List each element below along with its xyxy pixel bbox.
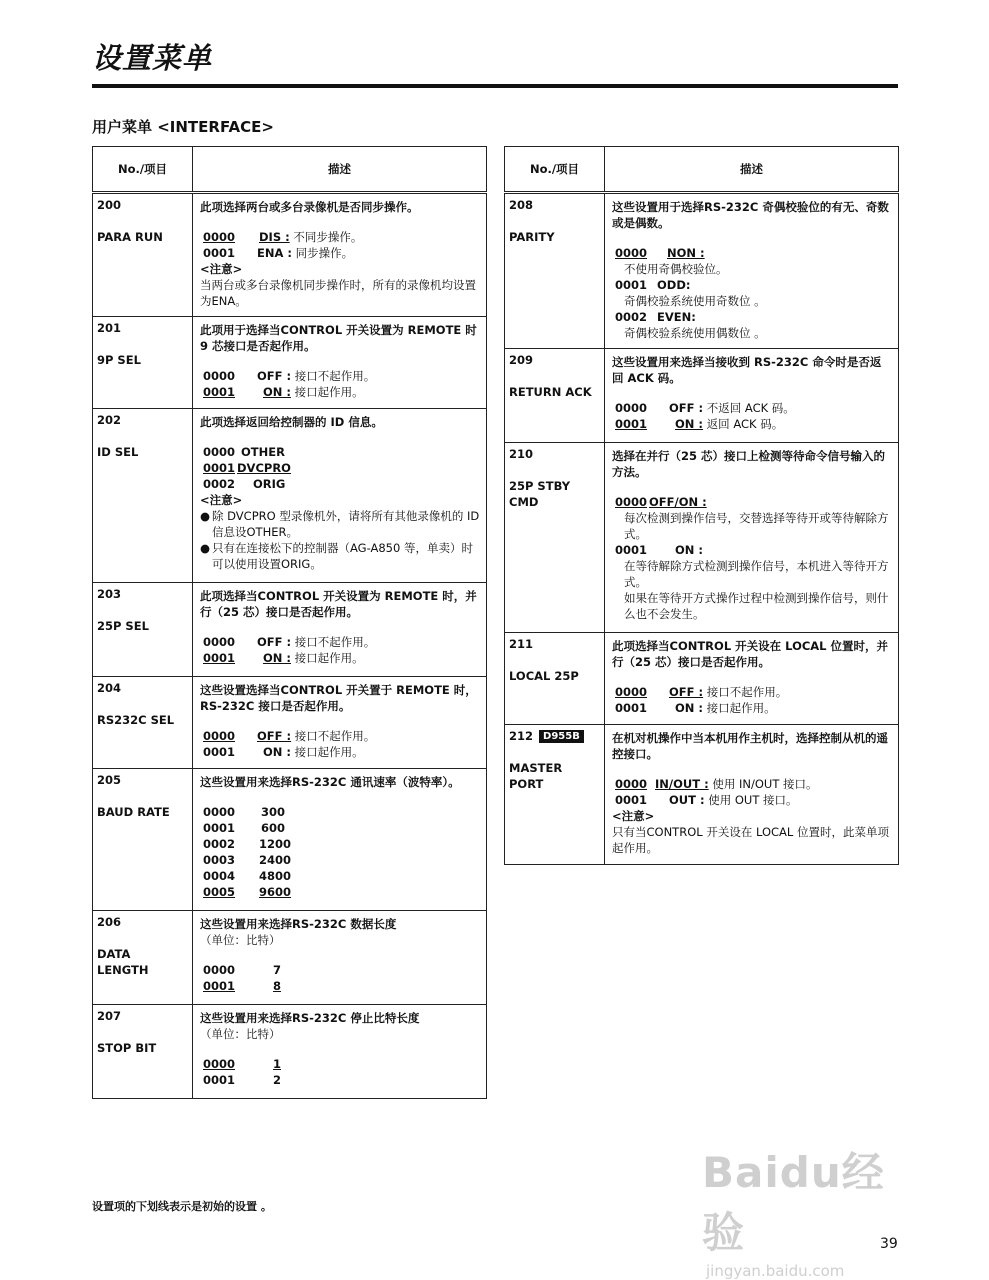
note-bullet: ● 除 DVCPRO 型录像机外，请将所有其他录像机的 ID 信息设OTHER。 (200, 509, 480, 539)
item-name: ID SEL (97, 445, 139, 459)
option: 0000 1 (203, 1057, 282, 1071)
item-number: 212 (509, 729, 534, 743)
note-title: <注意> (612, 809, 655, 823)
item-number: 209 (509, 353, 534, 367)
table-row (93, 193, 487, 317)
item-name: BAUD RATE (97, 805, 170, 819)
item-number: 203 (97, 587, 122, 601)
item-name-line2: PORT (509, 777, 544, 791)
option: 0000 OFF : 不返回 ACK 码。 (615, 401, 795, 415)
model-badge: D955B (539, 730, 584, 743)
option: 0000 OFF : 接口不起作用。 (615, 685, 788, 699)
item-number: 207 (97, 1009, 122, 1023)
item-number: 211 (509, 637, 534, 651)
header-no: No./项目 (505, 147, 605, 193)
watermark-url: jingyan.baidu.com (706, 1262, 845, 1280)
item-name-line2: CMD (509, 495, 539, 509)
option: 0000 7 (203, 963, 282, 977)
item-number: 200 (97, 198, 122, 212)
bullet-icon: ● (200, 541, 211, 555)
option: 0000 IN/OUT : 使用 IN/OUT 接口。 (615, 777, 818, 791)
option: 0001 2 (203, 1073, 282, 1087)
item-description: 这些设置用来选择当接收到 RS-232C 命令时是否返回 ACK 码。 (612, 355, 882, 385)
option-description: 奇偶校验系统使用偶数位 。 (624, 326, 766, 340)
item-description: 选择在并行（25 芯）接口上检测等待命令信号输入的方法。 (612, 449, 886, 479)
section-title: 用户菜单 <INTERFACE> (92, 118, 274, 136)
item-name: PARA RUN (97, 230, 163, 244)
option: 0004 4800 (203, 869, 292, 883)
option: 0000 OTHER (203, 445, 285, 459)
item-name-line2: LENGTH (97, 963, 149, 977)
item-description: 这些设置选择当CONTROL 开关置于 REMOTE 时， RS-232C 接口是否起作用。 (200, 683, 477, 713)
item-number: 202 (97, 413, 122, 427)
option: 0000 DIS : 不同步操作。 (203, 230, 363, 244)
bullet-icon: ● (200, 509, 211, 523)
option: 0001 ON : 接口起作用。 (203, 385, 364, 399)
item-number: 208 (509, 198, 534, 212)
unit-text: （单位：比特） (200, 933, 281, 947)
note-text: 只有当CONTROL 开关设在 LOCAL 位置时，此菜单项起作用。 (612, 825, 889, 855)
header-no: No./项目 (93, 147, 193, 193)
header-desc: 描述 (605, 147, 899, 193)
option: 0000 300 (203, 805, 285, 819)
item-name: 9P SEL (97, 353, 141, 367)
item-name: STOP BIT (97, 1041, 157, 1055)
item-number: 201 (97, 321, 122, 335)
option: 0001 OUT : 使用 OUT 接口。 (615, 793, 798, 807)
option-description: 奇偶校验系统使用奇数位 。 (624, 294, 766, 308)
table-row (93, 317, 487, 409)
note-title: <注意> (200, 262, 243, 276)
item-number: 210 (509, 447, 534, 461)
option: 0002 1200 (203, 837, 292, 851)
page-title: 设置菜单 (92, 41, 213, 75)
item-number: 205 (97, 773, 122, 787)
item-description: 此项选择当CONTROL 开关设置为 REMOTE 时，并行（25 芯）接口是否起作用。 (200, 589, 477, 619)
option: 0001 ON : 接口起作用。 (203, 651, 364, 665)
item-description: 这些设置用来选择RS-232C 停止比特长度 (200, 1011, 420, 1025)
note-title: <注意> (200, 493, 243, 507)
option: 0002 ORIG (203, 477, 286, 491)
item-name: MASTER (509, 761, 563, 775)
item-description: 此项选择当CONTROL 开关设在 LOCAL 位置时，并行（25 芯）接口是否起作用。 (612, 639, 889, 669)
item-description: 此项用于选择当CONTROL 开关设置为 REMOTE 时9 芯接口是否起作用。 (200, 323, 477, 353)
item-number: 204 (97, 681, 122, 695)
option: 0001 DVCPRO (203, 461, 291, 475)
item-name: RETURN ACK (509, 385, 592, 399)
option: 0000 OFF : 接口不起作用。 (203, 729, 376, 743)
item-description: 在机对机操作中当本机用作主机时，选择控制从机的遥控接口。 (612, 731, 888, 761)
table-row (505, 725, 899, 865)
item-name: 25P SEL (97, 619, 149, 633)
option: 0000 OFF : 接口不起作用。 (203, 369, 376, 383)
table-row (93, 677, 487, 769)
option-description: 每次检测到操作信号，交替选择等待开或等待解除方式。 (624, 511, 889, 541)
option: 0001 ENA : 同步操作。 (203, 246, 354, 260)
option: 0001 ODD: (615, 278, 691, 292)
title-rule (92, 84, 898, 88)
option: 0005 9600 (203, 885, 292, 899)
table-row (93, 911, 487, 1005)
item-name: PARITY (509, 230, 555, 244)
item-number: 206 (97, 915, 122, 929)
table-row (93, 409, 487, 583)
table-row (93, 1005, 487, 1099)
item-description: 这些设置用于选择RS-232C 奇偶校验位的有无、奇数或是偶数。 (612, 200, 889, 230)
note-text: 当两台或多台录像机同步操作时，所有的录像机均设置为ENA。 (200, 278, 476, 308)
option: 0001 ON : 接口起作用。 (615, 701, 776, 715)
option: 0001 ON : 接口起作用。 (203, 745, 364, 759)
item-description: 这些设置用来选择RS-232C 数据长度 (200, 917, 397, 931)
table-row (505, 633, 899, 725)
table-row (93, 583, 487, 677)
option: 0000 NON : (615, 246, 705, 260)
item-name: RS232C SEL (97, 713, 175, 727)
footnote: 设置项的下划线表示是初始的设置 。 (92, 1200, 272, 1213)
option: 0001 ON : 返回 ACK 码。 (615, 417, 784, 431)
option: 0001 ON : (615, 543, 704, 557)
item-name: DATA (97, 947, 131, 961)
item-name: LOCAL 25P (509, 669, 579, 683)
item-description: 这些设置用来选择RS-232C 通讯速率（波特率）。 (200, 775, 460, 789)
option: 0003 2400 (203, 853, 292, 867)
option: 0000 OFF/ON : (615, 495, 707, 509)
unit-text: （单位：比特） (200, 1027, 281, 1041)
page-number: 39 (880, 1236, 898, 1252)
option-description: 在等待解除方式检测到操作信号，本机进入等待开方式。 (624, 559, 889, 589)
table-row (93, 769, 487, 911)
option-description: 如果在等待开方式操作过程中检测到操作信号，则什么也不会发生。 (624, 591, 889, 621)
right-menu-table (504, 146, 899, 865)
item-description: 此项选择两台或多台录像机是否同步操作。 (200, 200, 419, 214)
item-name: 25P STBY (509, 479, 571, 493)
note-bullet: ● 只有在连接松下的控制器（AG-A850 等，单卖）时可以使用设置ORIG。 (200, 541, 473, 571)
header-desc: 描述 (193, 147, 487, 193)
left-menu-table (92, 146, 487, 1099)
baidu-logo-icon: Baidu经验 (702, 1148, 885, 1257)
option-description: 不使用奇偶校验位。 (624, 262, 728, 276)
item-description: 此项选择返回给控制器的 ID 信息。 (200, 415, 383, 429)
table-row (505, 193, 899, 349)
option: 0001 600 (203, 821, 285, 835)
option: 0002 EVEN: (615, 310, 696, 324)
option: 0000 OFF : 接口不起作用。 (203, 635, 376, 649)
option: 0001 8 (203, 979, 282, 993)
table-row (505, 443, 899, 633)
table-row (505, 349, 899, 443)
